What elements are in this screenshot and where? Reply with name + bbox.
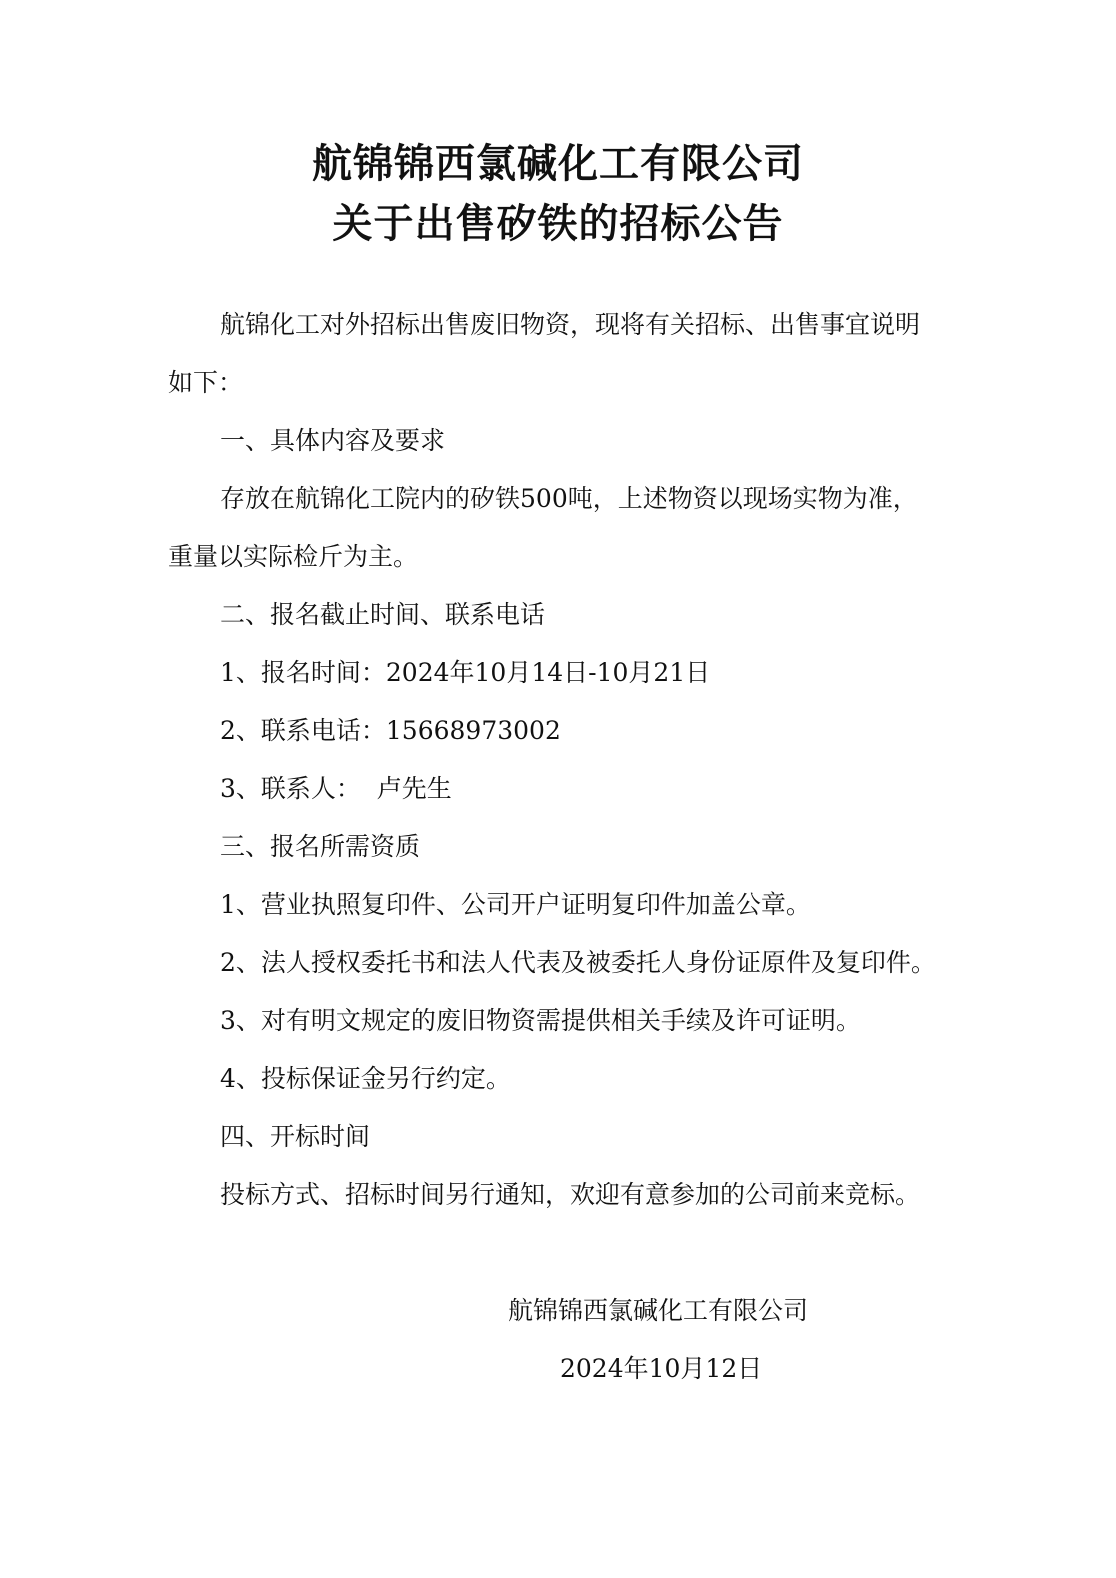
- signature-date: 2024年10月12日: [560, 1354, 763, 1383]
- section1-heading: 一、具体内容及要求: [220, 426, 446, 455]
- title-notice: 关于出售矽铁的招标公告: [332, 201, 784, 247]
- signature-company: 航锦锦西氯碱化工有限公司: [508, 1296, 809, 1325]
- title-company: 航锦锦西氯碱化工有限公司: [312, 141, 804, 187]
- section3-heading: 三、报名所需资质: [220, 832, 421, 861]
- section4-text: 投标方式、招标时间另行通知，欢迎有意参加的公司前来竞标。: [220, 1180, 921, 1209]
- qualification-item-2: 2、法人授权委托书和法人代表及被委托人身份证原件及复印件。: [220, 948, 936, 977]
- intro-paragraph-line2: 如下：: [168, 368, 244, 397]
- section4-heading: 四、开标时间: [220, 1122, 371, 1151]
- section2-heading: 二、报名截止时间、联系电话: [220, 600, 546, 629]
- section1-text-line1: 存放在航锦化工院内的矽铁500吨，上述物资以现场实物为准，: [220, 484, 918, 513]
- contact-person: 3、联系人： 卢先生: [220, 774, 452, 803]
- qualification-item-4: 4、投标保证金另行约定。: [220, 1064, 511, 1093]
- contact-phone: 2、联系电话：15668973002: [220, 716, 561, 745]
- intro-paragraph-line1: 航锦化工对外招标出售废旧物资，现将有关招标、出售事宜说明: [220, 310, 921, 339]
- registration-time: 1、报名时间：2024年10月14日-10月21日: [220, 658, 711, 687]
- qualification-item-1: 1、营业执照复印件、公司开户证明复印件加盖公章。: [220, 890, 811, 919]
- qualification-item-3: 3、对有明文规定的废旧物资需提供相关手续及许可证明。: [220, 1006, 861, 1035]
- section1-text-line2: 重量以实际检斤为主。: [168, 542, 419, 571]
